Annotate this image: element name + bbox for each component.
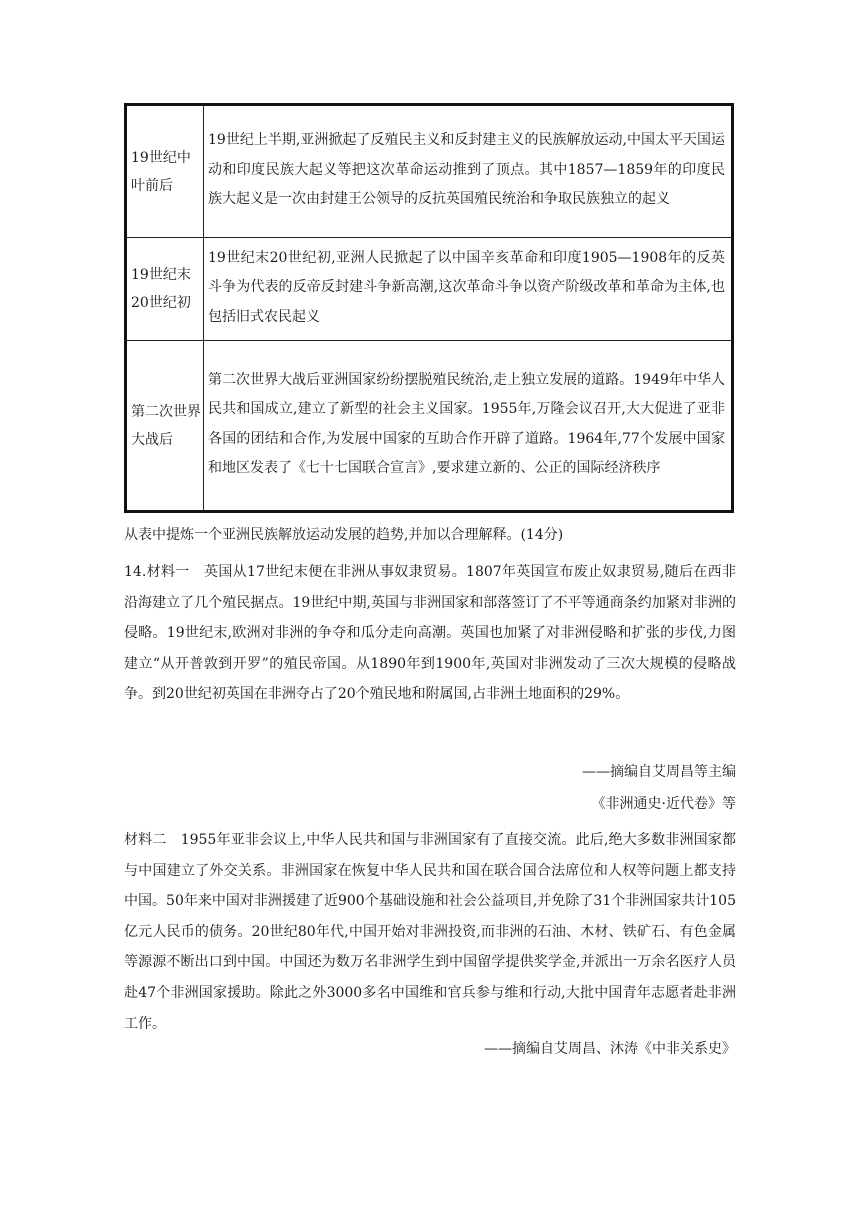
period-cell: 19世纪末20世纪初 <box>126 238 204 341</box>
table-row <box>126 238 733 341</box>
table-row <box>126 341 733 512</box>
asia-liberation-table <box>124 103 734 513</box>
description-cell: 第二次世界大战后亚洲国家纷纷摆脱殖民统治,走上独立发展的道路。1949年中华人民共和国成立,建立了新型的社会主义国家。1955年,万隆会议召开,大大促进了亚非各国的团结和合作,为发展中国家的互助合作开辟了道路。1964年,77个发展中国家和地区发表了《七十七国联合宣言》,要求建立新的、公正的国际经济秩序 <box>204 341 733 512</box>
description-cell: 19世纪末20世纪初,亚洲人民掀起了以中国辛亥革命和印度1905—1908年的反英斗争为代表的反帝反封建斗争新高潮,这次革命斗争以资产阶级改革和革命为主体,也包括旧式农民起义 <box>204 238 733 341</box>
material-two: 材料二 1955年亚非会议上,中华人民共和国与非洲国家有了直接交流。此后,绝大多数非洲国家都与中国建立了外交关系。非洲国家在恢复中华人民共和国在联合国合法席位和人权等问题上都支持中国。50年来中国对非洲援建了近900个基础设施和社会公益项目,并免除了31个非洲国家共计105亿元人民币的债务。20世纪80年代,中国开始对非洲投资,而非洲的石油、木材、铁矿石、有色金属等源源不断出口到中国。中国还为数万名非洲学生到中国留学提供奖学金,并派出一万余名医疗人员赴47个非洲国家援助。除此之外3000多名中国维和官兵参与维和行动,大批中国青年志愿者赴非洲工作。 <box>124 832 736 1032</box>
source-citation: ——摘编自艾周昌、沐涛《中非关系史》 <box>484 1041 736 1057</box>
table-row <box>126 105 733 238</box>
description-cell: 19世纪上半期,亚洲掀起了反殖民主义和反封建主义的民族解放运动,中国太平天国运动和印度民族大起义等把这次革命运动推到了顶点。其中1857—1859年的印度民族大起义是一次由封建王公领导的反抗英国殖民统治和争取民族独立的起义 <box>204 105 733 238</box>
source-citation: ——摘编自艾周昌等主编 <box>582 764 736 780</box>
period-cell: 19世纪中叶前后 <box>126 105 204 238</box>
period-cell: 第二次世界大战后 <box>126 341 204 512</box>
source-citation: 《非洲通史·近代卷》等 <box>591 796 736 812</box>
material-one: 14.材料一 英国从17世纪末便在非洲从事奴隶贸易。1807年英国宣布废止奴隶贸易,随后在西非沿海建立了几个殖民据点。19世纪中期,英国与非洲国家和部落签订了不平等通商条约加紧对非洲的侵略。19世纪末,欧洲对非洲的争夺和瓜分走向高潮。英国也加紧了对非洲侵略和扩张的步伐,力图建立“从开普敦到开罗”的殖民帝国。从1890年到1900年,英国对非洲发动了三次大规模的侵略战争。到20世纪初英国在非洲夺占了20个殖民地和附属国,占非洲土地面积的29%。 <box>124 564 736 703</box>
question-13-prompt: 从表中提炼一个亚洲民族解放运动发展的趋势,并加以合理解释。(14分) <box>124 527 564 543</box>
